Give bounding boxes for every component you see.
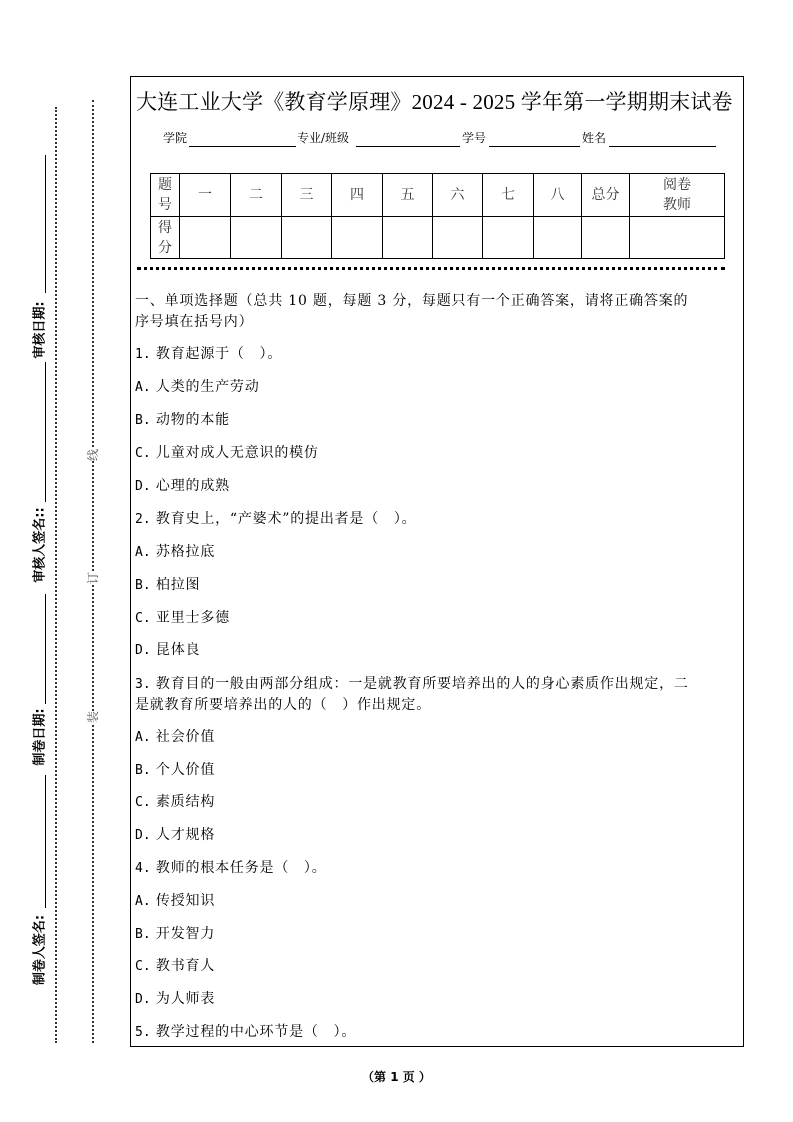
option-letter: D. (135, 828, 151, 843)
row-header-question-number (151, 174, 180, 217)
row-header-char: 号 (158, 197, 172, 213)
question-number: 3. (135, 677, 151, 692)
signature-line (45, 155, 46, 293)
grader-header-line: 阅卷 (663, 177, 691, 193)
option-text: 人才规格 (155, 827, 216, 843)
option-4a[interactable] (135, 891, 741, 912)
score-table (150, 173, 725, 259)
option-text: 开发智力 (155, 926, 216, 942)
column-header-grader (630, 174, 725, 217)
column-header: 六 (433, 174, 483, 217)
column-header: 四 (332, 174, 383, 217)
question-stem-line: 教育目的一般由两部分组成：一是就教育所要培养出的人的身心素质作出规定，二 (155, 676, 689, 692)
college-field[interactable] (189, 146, 296, 147)
column-header: 二 (231, 174, 282, 217)
score-cell[interactable] (534, 217, 582, 259)
score-row (151, 217, 725, 259)
option-text: 人类的生产劳动 (155, 379, 260, 395)
option-text: 儿童对成人无意识的模仿 (155, 445, 319, 461)
score-cell[interactable] (383, 217, 433, 259)
inner-dotted-line (55, 107, 57, 1043)
signature-line (45, 775, 46, 908)
major-class-label: 专业/班级 (297, 131, 350, 145)
review-date-label: 审核日期: (29, 298, 48, 361)
option-text: 苏格拉底 (155, 544, 216, 560)
question-stem: 教育史上，“产婆术”的提出者是（ ）。 (155, 511, 417, 527)
option-letter: C. (135, 795, 151, 810)
option-text: 传授知识 (155, 893, 216, 909)
option-4c[interactable] (135, 956, 741, 977)
student-id-label: 学号 (462, 131, 487, 145)
option-3c[interactable] (135, 792, 741, 813)
question-stem: 教育起源于（ ）。 (155, 346, 283, 362)
option-text: 个人价值 (155, 762, 216, 778)
reviewer-signature-label: 审核人签名:: (29, 504, 48, 585)
option-letter: A. (135, 545, 151, 560)
score-cell[interactable] (282, 217, 332, 259)
column-header: 五 (383, 174, 433, 217)
option-letter: D. (135, 479, 151, 494)
student-id-field[interactable] (489, 146, 580, 147)
question-number: 5. (135, 1025, 151, 1040)
option-text: 心理的成熟 (155, 478, 230, 494)
grader-header-line: 教师 (663, 197, 691, 213)
option-letter: D. (135, 643, 151, 658)
row-header-score (151, 217, 180, 259)
question-stem: 教师的根本任务是（ ）。 (155, 860, 327, 876)
signature-line (45, 594, 46, 704)
section-heading-line: 一、单项选择题（总共 10 题，每题 3 分，每题只有一个正确答案，请将正确答案的 (135, 293, 689, 309)
author-signature-label: 制卷人签名: (29, 912, 48, 988)
option-letter: C. (135, 959, 151, 974)
option-3b[interactable] (135, 760, 741, 781)
option-letter: B. (135, 927, 151, 942)
option-2b[interactable] (135, 575, 741, 596)
college-label: 学院 (163, 131, 188, 145)
option-letter: A. (135, 380, 151, 395)
section-heading-line: 序号填在括号内） (135, 314, 254, 330)
option-text: 柏拉图 (155, 577, 201, 593)
column-header-total: 总分 (582, 174, 630, 217)
question-1 (135, 344, 741, 365)
option-letter: C. (135, 611, 151, 626)
score-cell[interactable] (433, 217, 483, 259)
option-1a[interactable] (135, 377, 741, 398)
row-header-char: 分 (158, 239, 172, 256)
option-letter: A. (135, 730, 151, 745)
option-text: 素质结构 (155, 794, 216, 810)
option-text: 亚里士多德 (155, 610, 230, 626)
column-header: 七 (483, 174, 534, 217)
total-score-cell[interactable] (582, 217, 630, 259)
question-3 (135, 674, 741, 716)
option-1d[interactable] (135, 476, 741, 497)
question-stem-line: 是就教育所要培养出的人的（ ）作出规定。 (135, 697, 431, 713)
option-1b[interactable] (135, 410, 741, 431)
option-text: 昆体良 (155, 642, 201, 658)
column-header: 八 (534, 174, 582, 217)
major-class-field[interactable] (356, 146, 460, 147)
bind-char-bind: 装 (86, 710, 100, 724)
option-letter: B. (135, 413, 151, 428)
score-cell[interactable] (483, 217, 534, 259)
question-number-row (151, 174, 725, 217)
bind-char-staple: 订 (86, 571, 100, 585)
option-letter: C. (135, 446, 151, 461)
option-letter: B. (135, 578, 151, 593)
question-2 (135, 509, 741, 530)
exam-title: 大连工业大学《教育学原理》2024 - 2025 学年第一学期期末试卷 (136, 90, 733, 114)
row-header-char: 得 (158, 219, 172, 236)
option-2a[interactable] (135, 542, 741, 563)
question-4 (135, 858, 741, 879)
page-number: （第 1 页 ） (362, 1070, 431, 1084)
option-letter: B. (135, 763, 151, 778)
question-5 (135, 1022, 741, 1043)
option-letter: D. (135, 992, 151, 1007)
name-label: 姓名 (582, 131, 607, 145)
question-number: 2. (135, 512, 151, 527)
option-text: 为人师表 (155, 991, 216, 1007)
question-stem: 教学过程的中心环节是（ ）。 (155, 1024, 357, 1040)
option-2c[interactable] (135, 608, 741, 629)
option-text: 社会价值 (155, 729, 216, 745)
bind-char-line: 线 (86, 448, 100, 462)
signature-line (45, 362, 46, 502)
column-header: 三 (282, 174, 332, 217)
question-number: 1. (135, 347, 151, 362)
option-text: 动物的本能 (155, 412, 230, 428)
section-divider (137, 267, 725, 270)
score-cell[interactable] (180, 217, 231, 259)
grader-cell[interactable] (630, 217, 725, 259)
option-letter: A. (135, 894, 151, 909)
option-1c[interactable] (135, 443, 741, 464)
option-2d[interactable] (135, 640, 741, 661)
option-4b[interactable] (135, 924, 741, 945)
row-header-char: 题 (158, 177, 172, 193)
option-3a[interactable] (135, 727, 741, 748)
question-number: 4. (135, 861, 151, 876)
score-cell[interactable] (332, 217, 383, 259)
option-4d[interactable] (135, 989, 741, 1010)
option-3d[interactable] (135, 825, 741, 846)
option-text: 教书育人 (155, 958, 216, 974)
score-cell[interactable] (231, 217, 282, 259)
author-date-label: 制卷日期: (29, 705, 48, 768)
section-heading (135, 291, 741, 333)
column-header: 一 (180, 174, 231, 217)
name-field[interactable] (609, 146, 716, 147)
